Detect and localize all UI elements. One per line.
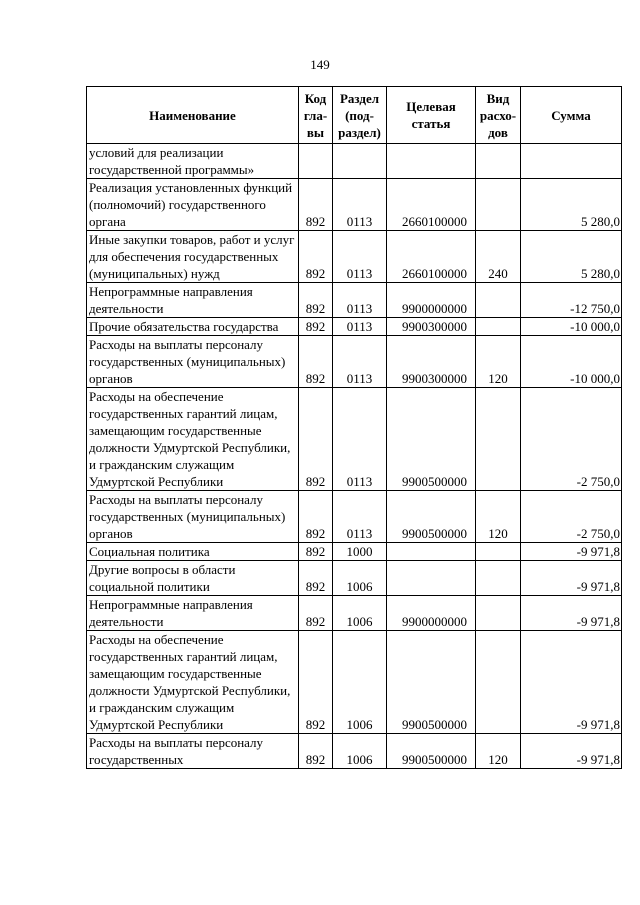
row-section: 0113: [333, 179, 387, 231]
row-target: 2660100000: [387, 179, 476, 231]
header-code: Код гла-вы: [299, 87, 333, 144]
table-row: [87, 543, 622, 561]
row-sum: -10 000,0: [521, 336, 622, 388]
row-name: Расходы на обеспечение государственных гарантий лицам, замещающим государственные должности Удмуртской Республики, и гражданским служащим Удмуртской Республики: [87, 631, 299, 734]
table-row: [87, 179, 622, 231]
row-vid: [476, 543, 521, 561]
row-vid: [476, 318, 521, 336]
row-name: Расходы на выплаты персоналу государственных (муниципальных) органов: [87, 336, 299, 388]
row-section: 1006: [333, 596, 387, 631]
row-code: 892: [299, 388, 333, 491]
row-target: 9900500000: [387, 734, 476, 769]
row-sum: -10 000,0: [521, 318, 622, 336]
table-row: [87, 631, 622, 734]
row-name: Прочие обязательства государства: [87, 318, 299, 336]
table-row: [87, 318, 622, 336]
row-code: 892: [299, 318, 333, 336]
row-section: [333, 144, 387, 179]
row-name: Расходы на выплаты персоналу государственных (муниципальных) органов: [87, 491, 299, 543]
row-section: 0113: [333, 388, 387, 491]
row-name: Иные закупки товаров, работ и услуг для обеспечения государственных (муниципальных) нужд: [87, 231, 299, 283]
row-vid: [476, 596, 521, 631]
row-sum: -12 750,0: [521, 283, 622, 318]
row-vid: 240: [476, 231, 521, 283]
row-name: Другие вопросы в области социальной политики: [87, 561, 299, 596]
row-code: 892: [299, 283, 333, 318]
row-target: [387, 543, 476, 561]
header-vid: Вид расхо-дов: [476, 87, 521, 144]
row-code: 892: [299, 631, 333, 734]
header-section: Раздел (под-раздел): [333, 87, 387, 144]
row-vid: [476, 388, 521, 491]
row-sum: -9 971,8: [521, 561, 622, 596]
page-number: 149: [310, 57, 330, 72]
row-code: 892: [299, 179, 333, 231]
table-row: [87, 144, 622, 179]
row-code: [299, 144, 333, 179]
row-section: 0113: [333, 231, 387, 283]
table-row: [87, 596, 622, 631]
table-header-row: [87, 87, 622, 144]
row-section: 1006: [333, 561, 387, 596]
row-name: Непрограммные направления деятельности: [87, 283, 299, 318]
table-row: [87, 491, 622, 543]
row-code: 892: [299, 491, 333, 543]
row-code: 892: [299, 336, 333, 388]
row-vid: [476, 631, 521, 734]
row-target: 9900000000: [387, 283, 476, 318]
row-name: Расходы на выплаты персоналу государственных: [87, 734, 299, 769]
header-target: Целевая статья: [387, 87, 476, 144]
header-sum: Сумма: [521, 87, 622, 144]
row-sum: -2 750,0: [521, 491, 622, 543]
row-code: 892: [299, 596, 333, 631]
row-vid: 120: [476, 491, 521, 543]
row-name: Непрограммные направления деятельности: [87, 596, 299, 631]
row-code: 892: [299, 543, 333, 561]
row-sum: -9 971,8: [521, 734, 622, 769]
row-target: [387, 561, 476, 596]
row-sum: [521, 144, 622, 179]
row-vid: 120: [476, 336, 521, 388]
row-section: 1006: [333, 631, 387, 734]
header-name: Наименование: [87, 87, 299, 144]
row-vid: [476, 144, 521, 179]
row-section: 1006: [333, 734, 387, 769]
row-code: 892: [299, 561, 333, 596]
table-row: [87, 388, 622, 491]
row-vid: [476, 561, 521, 596]
row-sum: -2 750,0: [521, 388, 622, 491]
row-section: 0113: [333, 318, 387, 336]
row-name: условий для реализации государственной программы»: [87, 144, 299, 179]
row-target: 9900500000: [387, 631, 476, 734]
row-target: 2660100000: [387, 231, 476, 283]
row-target: 9900300000: [387, 336, 476, 388]
row-target: 9900300000: [387, 318, 476, 336]
row-section: 0113: [333, 283, 387, 318]
row-section: 0113: [333, 336, 387, 388]
row-sum: -9 971,8: [521, 543, 622, 561]
table-row: [87, 231, 622, 283]
row-section: 0113: [333, 491, 387, 543]
row-target: 9900000000: [387, 596, 476, 631]
row-target: 9900500000: [387, 491, 476, 543]
row-code: 892: [299, 231, 333, 283]
row-name: Социальная политика: [87, 543, 299, 561]
row-sum: 5 280,0: [521, 179, 622, 231]
row-code: 892: [299, 734, 333, 769]
row-vid: [476, 283, 521, 318]
table-row: [87, 734, 622, 769]
table-row: [87, 561, 622, 596]
row-section: 1000: [333, 543, 387, 561]
budget-table: [86, 86, 622, 769]
row-sum: -9 971,8: [521, 596, 622, 631]
table-row: [87, 336, 622, 388]
row-target: 9900500000: [387, 388, 476, 491]
row-name: Расходы на обеспечение государственных гарантий лицам, замещающим государственные должности Удмуртской Республики, и гражданским служащим Удмуртской Республики: [87, 388, 299, 491]
row-target: [387, 144, 476, 179]
row-name: Реализация установленных функций (полномочий) государственного органа: [87, 179, 299, 231]
row-vid: [476, 179, 521, 231]
table-row: [87, 283, 622, 318]
row-sum: -9 971,8: [521, 631, 622, 734]
row-sum: 5 280,0: [521, 231, 622, 283]
row-vid: 120: [476, 734, 521, 769]
